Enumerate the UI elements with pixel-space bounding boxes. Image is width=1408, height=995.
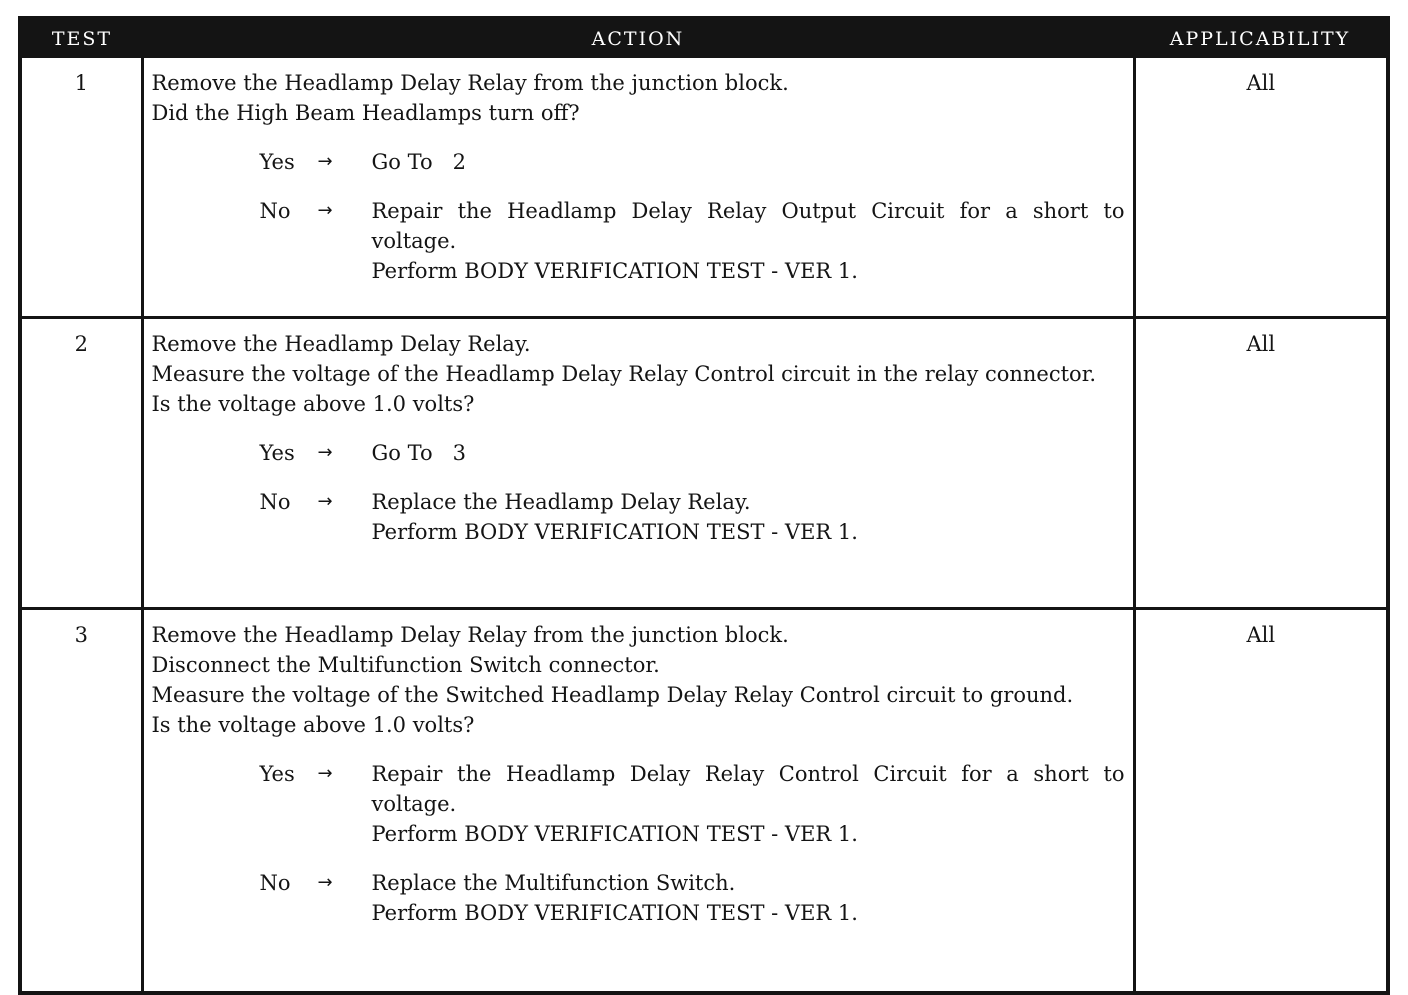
result-yes <box>152 438 1125 468</box>
result-text: Perform BODY VERIFICATION TEST - VER 1. <box>371 520 858 544</box>
right-arrow-icon: → <box>317 872 333 893</box>
result-text: Repair the Headlamp Delay Relay Output Circuit for a short to voltage. <box>371 199 1125 253</box>
result-label: No <box>259 871 291 895</box>
result-no <box>152 487 1125 547</box>
result-label: Yes <box>259 762 295 786</box>
test-row-2 <box>22 318 1386 609</box>
result-body <box>372 868 1125 928</box>
test-number: 3 <box>22 609 142 992</box>
action-step: Is the voltage above 1.0 volts? <box>151 392 475 416</box>
right-arrow-icon: → <box>317 763 333 784</box>
action-step: Measure the voltage of the Headlamp Delay Relay Control circuit in the relay connector. <box>151 362 1097 386</box>
result-label: Yes <box>259 441 295 465</box>
action-cell <box>142 318 1134 609</box>
result-label: No <box>259 199 291 223</box>
action-cell <box>142 609 1134 992</box>
result-text: Go To 2 <box>371 150 466 174</box>
applicability-value: All <box>1134 318 1386 609</box>
result-text: Replace the Multifunction Switch. <box>371 871 736 895</box>
result-no <box>152 196 1125 286</box>
result-yes <box>152 147 1125 177</box>
right-arrow-icon: → <box>317 151 333 172</box>
action-cell <box>142 58 1134 318</box>
result-label: Yes <box>259 150 295 174</box>
action-step: Disconnect the Multifunction Switch connector. <box>151 653 660 677</box>
result-text: Replace the Headlamp Delay Relay. <box>371 490 751 514</box>
test-row-3 <box>22 609 1386 992</box>
action-step: Remove the Headlamp Delay Relay. <box>151 332 531 356</box>
result-body <box>372 438 1125 468</box>
result-body <box>372 487 1125 547</box>
result-body <box>372 147 1125 177</box>
header-row <box>22 20 1386 58</box>
diagnostic-table-frame <box>18 16 1390 995</box>
table-body <box>22 58 1386 991</box>
header-action: ACTION <box>142 20 1134 58</box>
action-step: Remove the Headlamp Delay Relay from the junction block. <box>151 623 789 647</box>
diagnostic-table <box>22 20 1386 991</box>
test-row-1 <box>22 58 1386 318</box>
test-number: 1 <box>74 71 88 95</box>
action-step: Did the High Beam Headlamps turn off? <box>151 101 580 125</box>
right-arrow-icon: → <box>317 200 333 221</box>
test-number: 2 <box>22 318 142 609</box>
result-yes <box>152 759 1125 849</box>
header-applicability: APPLICABILITY <box>1134 20 1386 58</box>
table-header <box>22 20 1386 58</box>
result-text: Perform BODY VERIFICATION TEST - VER 1. <box>371 901 858 925</box>
result-text: Perform BODY VERIFICATION TEST - VER 1. <box>371 822 858 846</box>
header-test: TEST <box>22 20 142 58</box>
result-body <box>372 759 1125 849</box>
action-step: Remove the Headlamp Delay Relay from the junction block. <box>151 71 789 95</box>
applicability-value: All <box>1134 58 1386 318</box>
result-label: No <box>259 490 291 514</box>
action-step: Is the voltage above 1.0 volts? <box>151 713 475 737</box>
result-text: Repair the Headlamp Delay Relay Control Circuit for a short to voltage. <box>371 762 1125 816</box>
applicability-value: All <box>1134 609 1386 992</box>
right-arrow-icon: → <box>317 442 333 463</box>
result-body <box>372 196 1125 286</box>
result-text: Perform BODY VERIFICATION TEST - VER 1. <box>371 259 858 283</box>
action-step: Measure the voltage of the Switched Headlamp Delay Relay Control circuit to ground. <box>151 683 1074 707</box>
right-arrow-icon: → <box>317 491 333 512</box>
result-no <box>152 868 1125 928</box>
result-text: Go To 3 <box>371 441 466 465</box>
